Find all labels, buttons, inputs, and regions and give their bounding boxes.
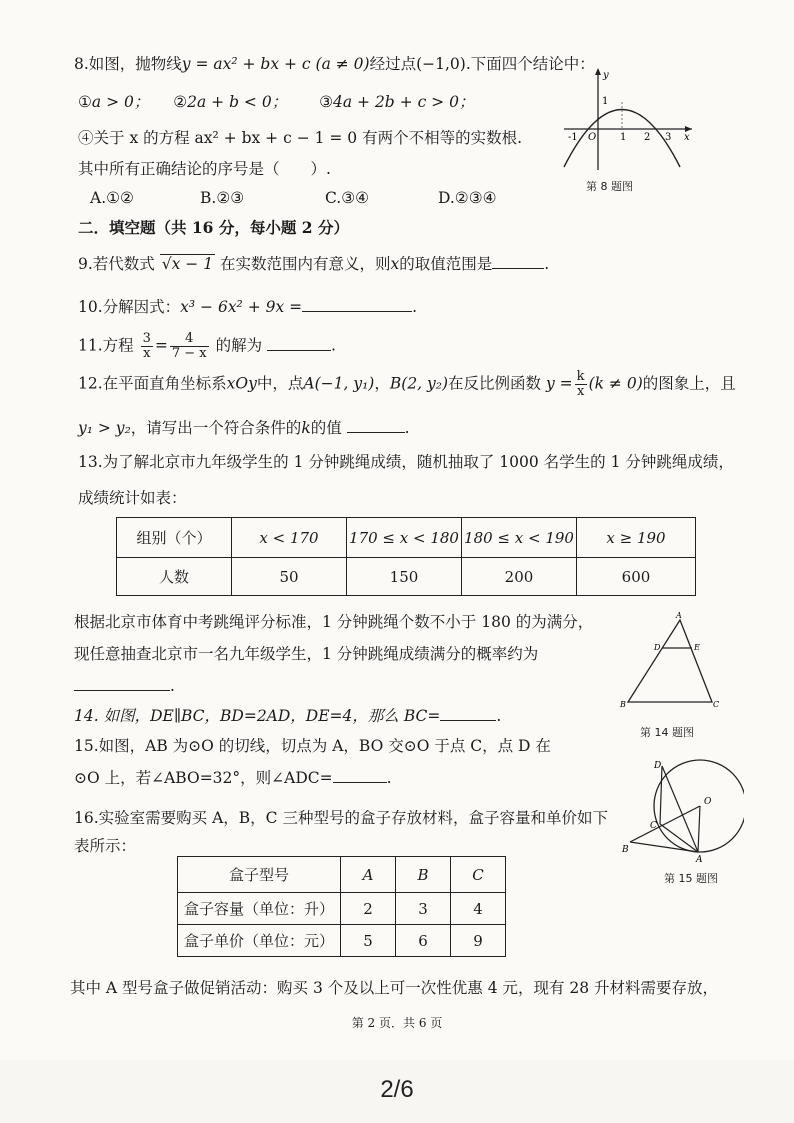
q11: 11.方程 $\frac{3}{x}$ = $\frac{4}{7 - x}$ 的解为 . xyxy=(78,331,336,361)
q10-answer-blank[interactable] xyxy=(302,297,412,312)
label-x1: 1 xyxy=(620,132,627,143)
q16-line1: 16.实验室需要购买 A，B，C 三种型号的盒子存放材料，盒子容量和单价如下 xyxy=(74,809,608,827)
q16-after: 其中 A 型号盒子做促销活动：购买 3 个及以上可一次性优惠 4 元，现有 28 升材料需要存放， xyxy=(70,979,719,997)
q13-line2: 成绩统计如表： xyxy=(78,489,187,507)
q8-conclusions-1: ①a > 0； ②2a + b < 0； ③4a + 2b + c > 0； xyxy=(78,93,475,111)
y-axis-arrow xyxy=(595,68,601,75)
q13-table xyxy=(116,517,696,596)
q14: 14. 如图，DE∥BC，BD=2AD，DE=4，那么 BC= . xyxy=(74,707,502,725)
label-x: x xyxy=(684,132,690,143)
q11-answer-blank[interactable] xyxy=(267,336,331,351)
q8-option-b: B.②③ xyxy=(200,189,245,207)
label-origin: O xyxy=(588,132,597,143)
label-d: D xyxy=(654,643,661,652)
q13-answer: . xyxy=(74,676,175,696)
q9-answer-blank[interactable] xyxy=(492,254,544,269)
q13-td-1: 50 xyxy=(232,558,347,596)
q14-fig-caption: 第 14 题图 xyxy=(640,726,694,739)
q16-row1-c: 4 xyxy=(451,893,506,925)
q13-td-4: 600 xyxy=(577,558,696,596)
q8-question: 其中所有正确结论的序号是（ ）. xyxy=(78,160,331,178)
page-footer: 第 2 页．共 6 页 xyxy=(351,1016,443,1030)
label-neg1: -1 xyxy=(568,132,578,143)
q8-option-c: C.③④ xyxy=(325,189,370,207)
q8-stem: 8.如图，抛物线y = ax² + bx + c (a ≠ 0)经过点(−1,0).下面四个结论中： xyxy=(74,55,595,73)
q14-triangle-figure xyxy=(618,612,722,708)
q13-after1: 根据北京市体育中考跳绳评分标准，1 分钟跳绳个数不小于 180 的为满分， xyxy=(74,613,594,631)
q13-answer-blank[interactable] xyxy=(74,676,170,691)
q12-answer-blank[interactable] xyxy=(347,418,405,433)
q16-row1-b: 3 xyxy=(396,893,451,925)
q8-parabola-figure xyxy=(560,64,700,174)
q16-row2-a: 5 xyxy=(341,925,396,957)
q13-th-3: 180 ≤ x < 190 xyxy=(462,518,577,558)
label-e: E xyxy=(694,643,700,652)
label-b: B xyxy=(622,845,629,855)
section-2-heading: 二．填空题（共 16 分，每小题 2 分） xyxy=(78,218,349,237)
triangle-abc xyxy=(628,620,712,702)
q8-option-a: A.①② xyxy=(90,189,134,207)
label-x3: 3 xyxy=(665,132,672,143)
q12-line1: 12.在平面直角坐标系xOy中，点A(−1, y₁)，B(2, y₂)在反比例函数 y = $\frac{k}{x}$ (k ≠ 0)的图象上，且 xyxy=(78,369,736,399)
page-indicator: 2/6 xyxy=(380,1076,414,1103)
q13-td-3: 200 xyxy=(462,558,577,596)
label-c: C xyxy=(650,821,657,831)
q16-table xyxy=(177,856,506,957)
q16-row1-label: 盒子容量（单位：升） xyxy=(178,893,341,925)
q13-after2: 现任意抽查北京市一名九年级学生，1 分钟跳绳成绩满分的概率约为 xyxy=(74,645,539,663)
q16-row1-a: 2 xyxy=(341,893,396,925)
q9: 9.若代数式 √x − 1 在实数范围内有意义，则x的取值范围是 . xyxy=(78,255,550,273)
q15-circle-figure xyxy=(620,754,744,866)
q13-td-2: 150 xyxy=(347,558,462,596)
label-d: D xyxy=(654,761,662,771)
q16-th-type: 盒子型号 xyxy=(178,857,341,893)
q15-line2: ⊙O 上，若∠ABO=32°，则∠ADC= . xyxy=(74,769,392,787)
q16-line2: 表所示： xyxy=(74,837,137,855)
q14-answer-blank[interactable] xyxy=(440,706,496,721)
q13-th-group: 组别（个） xyxy=(117,518,232,558)
q13-td-label: 人数 xyxy=(117,558,232,596)
q15-line1: 15.如图，AB 为⊙O 的切线，切点为 A，BO 交⊙O 于点 C，点 D 在 xyxy=(74,737,551,755)
label-o: O xyxy=(704,797,712,807)
label-one: 1 xyxy=(602,96,609,107)
label-b: B xyxy=(620,700,626,708)
q13-th-1: x < 170 xyxy=(232,518,347,558)
q13-line1: 13.为了解北京市九年级学生的 1 分钟跳绳成绩，随机抽取了 1000 名学生的 1 分钟跳绳成绩， xyxy=(78,453,734,471)
q15-answer-blank[interactable] xyxy=(333,768,387,783)
q12-line2: y₁ > y₂，请写出一个符合条件的k的值 . xyxy=(78,419,410,437)
q16-th-c: C xyxy=(451,857,506,893)
label-a: A xyxy=(676,612,682,620)
segment-dc xyxy=(660,766,662,824)
q16-th-a: A xyxy=(341,857,396,893)
q10: 10.分解因式：x³ − 6x² + 9x = . xyxy=(78,298,418,316)
q8-option-d: D.②③④ xyxy=(438,189,497,207)
label-a: A xyxy=(696,855,703,865)
q15-fig-caption: 第 15 题图 xyxy=(664,872,718,885)
q16-row2-c: 9 xyxy=(451,925,506,957)
tangent-ab xyxy=(630,842,698,852)
q13-th-2: 170 ≤ x < 180 xyxy=(347,518,462,558)
label-x2: 2 xyxy=(644,132,651,143)
q8-conclusion-4: ④关于 x 的方程 ax² + bx + c − 1 = 0 有两个不相等的实数根. xyxy=(78,129,523,147)
radius-oa xyxy=(698,806,700,852)
q16-row2-label: 盒子单价（单位：元） xyxy=(178,925,341,957)
q13-th-4: x ≥ 190 xyxy=(577,518,696,558)
q8-fig-caption: 第 8 题图 xyxy=(586,180,633,193)
label-y: y xyxy=(603,70,609,81)
q16-th-b: B xyxy=(396,857,451,893)
label-c: C xyxy=(713,700,720,708)
q16-row2-b: 6 xyxy=(396,925,451,957)
